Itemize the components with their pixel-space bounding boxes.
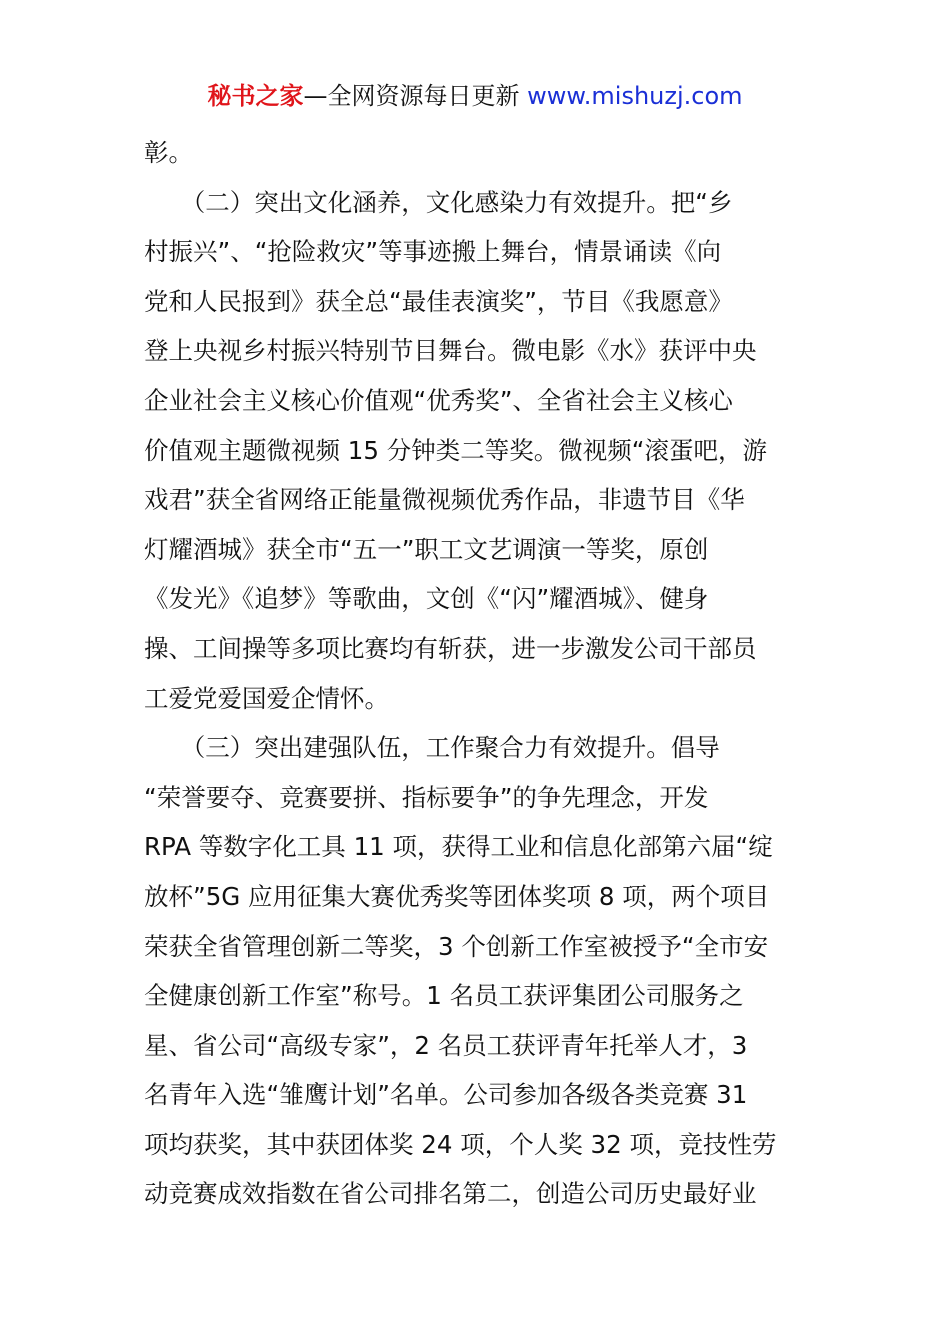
- text-line: 戏君”获全省网络正能量微视频优秀作品，非遗节目《华: [144, 485, 745, 515]
- text-line: 动竞赛成效指数在省公司排名第二，创造公司历史最好业: [144, 1179, 757, 1209]
- text-line: 工爱党爱国爱企情怀。: [144, 683, 389, 713]
- text-line: 全健康创新工作室”称号。1 名员工获评集团公司服务之: [144, 981, 744, 1011]
- text-line: 彰。: [144, 138, 193, 167]
- text-line: 放杯”5G 应用征集大赛优秀奖等团体奖项 8 项，两个项目: [144, 881, 770, 911]
- document-body: [144, 128, 812, 1219]
- text-line: 荣获全省管理创新二等奖，3 个创新工作室被授予“全市安: [144, 931, 769, 961]
- text-line: “荣誉要夺、竞赛要拼、指标要争”的争先理念，开发: [144, 782, 709, 812]
- site-url-link[interactable]: www.mishuzj.com: [527, 82, 743, 110]
- text-line: 《发光》《追梦》等歌曲，文创《“闪”耀酒城》、健身: [144, 584, 709, 614]
- text-line: 名青年入选“雏鹰计划”名单。公司参加各级各类竞赛 31: [144, 1080, 748, 1110]
- text-line: 村振兴”、“抢险救灾”等事迹搬上舞台，情景诵读《向: [144, 237, 722, 267]
- text-line: 灯耀酒城》获全市“五一”职工文艺调演一等奖，原创: [144, 534, 709, 564]
- text-line: 价值观主题微视频 15 分钟类二等奖。微视频“滚蛋吧，游: [144, 435, 767, 465]
- text-line: RPA 等数字化工具 11 项，获得工业和信息化部第六届“绽: [144, 832, 773, 862]
- site-tagline: —全网资源每日更新: [303, 82, 520, 110]
- text-line: （三）突出建强队伍，工作聚合力有效提升。倡导: [144, 733, 720, 763]
- text-line: 登上央视乡村振兴特别节目舞台。微电影《水》获评中央: [144, 336, 757, 366]
- text-line: 企业社会主义核心价值观“优秀奖”、全省社会主义核心: [144, 385, 733, 415]
- text-line: 项均获奖，其中获团体奖 24 项，个人奖 32 项，竞技性劳: [144, 1129, 777, 1159]
- site-brand: 秘书之家: [207, 82, 304, 110]
- text-line: 操、工间操等多项比赛均有斩获，进一步激发公司干部员: [144, 633, 757, 663]
- page-header: [0, 80, 950, 112]
- text-line: （二）突出文化涵养，文化感染力有效提升。把“乡: [144, 187, 733, 217]
- text-line: 星、省公司“高级专家”，2 名员工获评青年托举人才，3: [144, 1030, 748, 1060]
- text-line: 党和人民报到》获全总“最佳表演奖”，节目《我愿意》: [144, 286, 733, 316]
